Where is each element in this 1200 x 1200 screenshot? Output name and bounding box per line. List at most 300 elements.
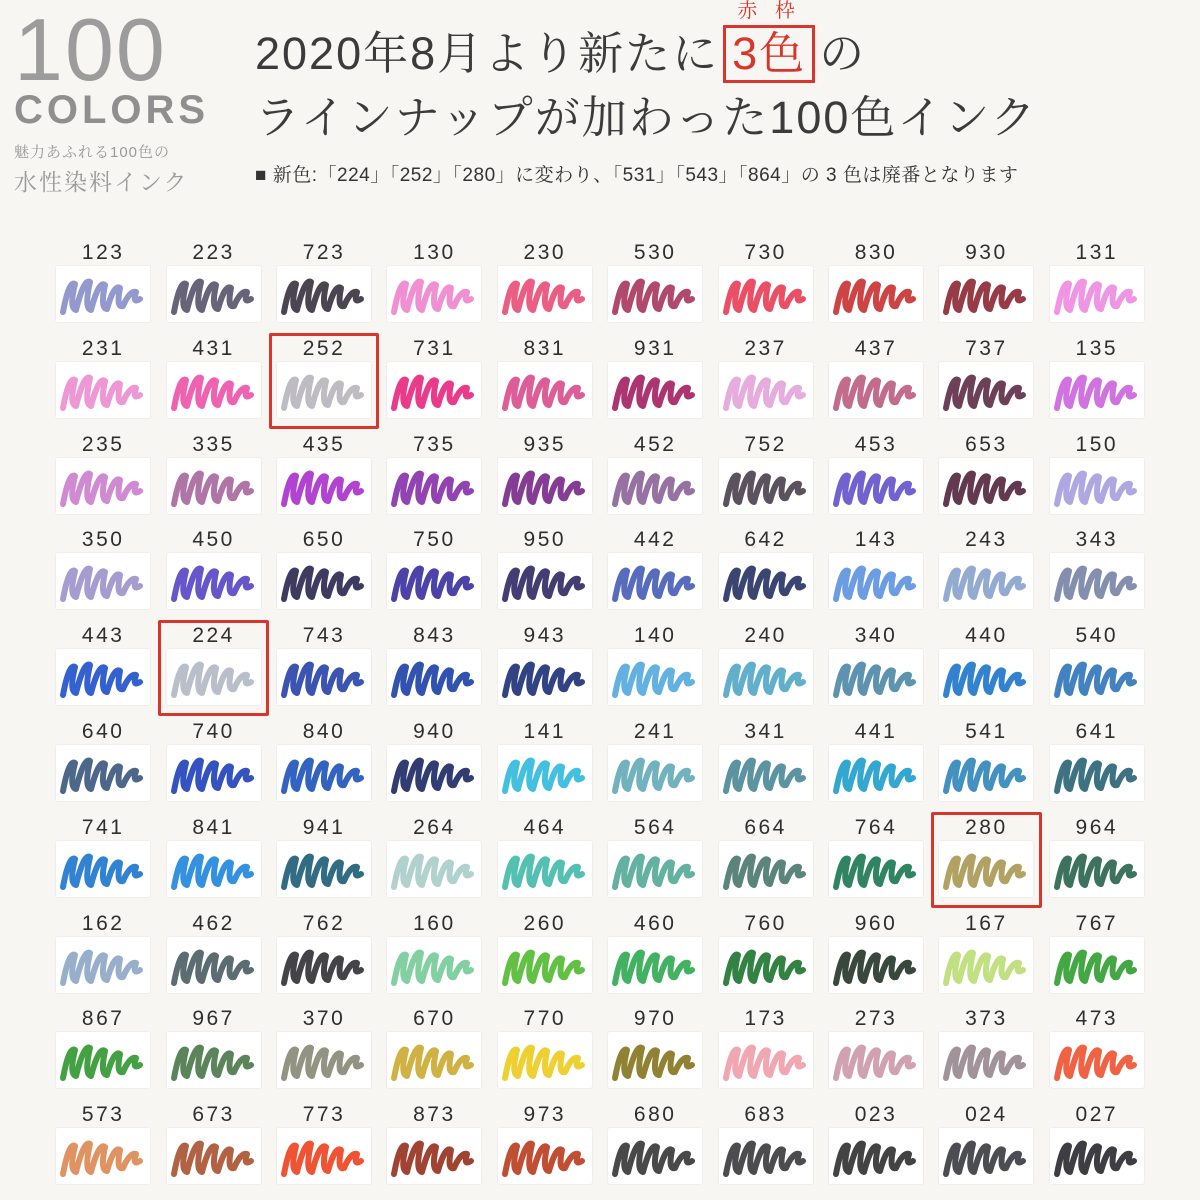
ink-swatch-437 xyxy=(829,362,923,418)
ink-number-723: 723 xyxy=(302,241,346,264)
ink-swatch-664 xyxy=(719,841,813,897)
ink-cell-024 xyxy=(931,1099,1041,1195)
ink-cell-150 xyxy=(1042,429,1152,525)
ink-scribble-icon xyxy=(1050,364,1144,416)
ink-swatch-173 xyxy=(719,1032,813,1088)
ink-cell-264 xyxy=(379,812,489,908)
ink-number-442: 442 xyxy=(633,528,677,552)
ink-scribble-icon xyxy=(1050,555,1144,607)
ink-swatch-260 xyxy=(498,937,592,993)
ink-scribble-icon xyxy=(56,364,150,416)
ink-number-967: 967 xyxy=(192,1007,235,1031)
ink-number-642: 642 xyxy=(744,528,787,552)
ink-cell-341 xyxy=(710,716,820,812)
ink-cell-673 xyxy=(158,1099,268,1195)
ink-number-873: 873 xyxy=(413,1103,456,1127)
ink-swatch-737 xyxy=(939,362,1033,418)
ink-cell-964 xyxy=(1042,812,1152,908)
ink-cell-460 xyxy=(600,908,710,1004)
ink-swatch-680 xyxy=(608,1128,702,1184)
ink-number-443: 443 xyxy=(81,624,125,648)
ink-number-831: 831 xyxy=(523,336,567,360)
ink-swatch-143 xyxy=(829,553,923,609)
ink-number-237: 237 xyxy=(744,336,787,360)
ink-number-960: 960 xyxy=(854,911,898,935)
ink-scribble-icon xyxy=(56,1034,150,1086)
ink-scribble-icon xyxy=(167,364,261,416)
ink-swatch-123 xyxy=(56,266,150,322)
ink-cell-680 xyxy=(600,1099,710,1195)
ink-scribble-icon xyxy=(608,843,702,895)
ink-scribble-icon xyxy=(167,651,261,703)
ink-cell-441 xyxy=(821,716,931,812)
ink-number-460: 460 xyxy=(633,911,677,935)
ink-swatch-024 xyxy=(939,1128,1033,1184)
ink-scribble-icon xyxy=(719,1130,813,1182)
ink-cell-130 xyxy=(379,237,489,333)
ink-scribble-icon xyxy=(277,651,371,703)
ink-cell-273 xyxy=(821,1003,931,1099)
ink-swatch-231 xyxy=(56,362,150,418)
ink-number-770: 770 xyxy=(523,1007,567,1031)
ink-cell-343 xyxy=(1042,524,1152,620)
ink-cell-642 xyxy=(710,524,820,620)
ink-scribble-icon xyxy=(498,939,592,991)
ink-swatch-964 xyxy=(1050,841,1144,897)
ink-swatch-273 xyxy=(829,1032,923,1088)
ink-scribble-icon xyxy=(56,651,150,703)
ink-scribble-icon xyxy=(719,747,813,799)
ink-number-730: 730 xyxy=(744,241,787,264)
ink-cell-843 xyxy=(379,620,489,716)
ink-scribble-icon xyxy=(167,843,261,895)
ink-cell-940 xyxy=(379,716,489,812)
ink-cell-141 xyxy=(490,716,600,812)
ink-swatch-650 xyxy=(277,553,371,609)
ink-number-162: 162 xyxy=(81,911,125,935)
ink-scribble-icon xyxy=(387,843,481,895)
ink-cell-841 xyxy=(158,812,268,908)
ink-cell-867 xyxy=(48,1003,158,1099)
ink-cell-735 xyxy=(379,429,489,525)
ink-number-252: 252 xyxy=(302,336,346,360)
ink-scribble-icon xyxy=(829,1130,923,1182)
ink-scribble-icon xyxy=(1050,268,1144,320)
ink-cell-773 xyxy=(269,1099,379,1195)
ink-scribble-icon xyxy=(608,268,702,320)
ink-number-664: 664 xyxy=(744,815,787,839)
ink-swatch-940 xyxy=(387,745,481,801)
ink-cell-750 xyxy=(379,524,489,620)
ink-scribble-icon xyxy=(608,460,702,512)
ink-swatch-973 xyxy=(498,1128,592,1184)
ink-number-741: 741 xyxy=(81,815,125,839)
ink-swatch-023 xyxy=(829,1128,923,1184)
ink-cell-143 xyxy=(821,524,931,620)
ink-number-964: 964 xyxy=(1075,815,1119,839)
ink-cell-762 xyxy=(269,908,379,1004)
ink-swatch-224 xyxy=(167,649,261,705)
ink-swatch-967 xyxy=(167,1032,261,1088)
logo-tagline-1: 魅力あふれる100色の xyxy=(14,143,171,161)
ink-number-027: 027 xyxy=(1075,1103,1119,1127)
ink-swatch-935 xyxy=(498,458,592,514)
ink-cell-540 xyxy=(1042,620,1152,716)
ink-scribble-icon xyxy=(387,747,481,799)
ink-number-350: 350 xyxy=(81,528,125,552)
ink-scribble-icon xyxy=(387,651,481,703)
ink-cell-450 xyxy=(158,524,268,620)
ink-scribble-icon xyxy=(167,747,261,799)
ink-cell-731 xyxy=(379,333,489,429)
ink-swatch-460 xyxy=(608,937,702,993)
ink-swatch-740 xyxy=(167,745,261,801)
ink-cell-123 xyxy=(48,237,158,333)
ink-number-343: 343 xyxy=(1075,528,1119,552)
ink-swatch-473 xyxy=(1050,1032,1144,1088)
ink-number-762: 762 xyxy=(302,911,346,935)
ink-swatch-237 xyxy=(719,362,813,418)
ink-cell-743 xyxy=(269,620,379,716)
ink-cell-335 xyxy=(158,429,268,525)
ink-scribble-icon xyxy=(167,460,261,512)
ink-swatch-760 xyxy=(719,937,813,993)
header xyxy=(0,0,1200,225)
ink-cell-241 xyxy=(600,716,710,812)
ink-number-223: 223 xyxy=(192,241,235,264)
ink-swatch-764 xyxy=(829,841,923,897)
ink-scribble-icon xyxy=(939,939,1033,991)
ink-scribble-icon xyxy=(608,364,702,416)
ink-cell-873 xyxy=(379,1099,489,1195)
ink-scribble-icon xyxy=(1050,843,1144,895)
ink-scribble-icon xyxy=(829,747,923,799)
ink-scribble-icon xyxy=(56,268,150,320)
ink-number-141: 141 xyxy=(523,720,567,743)
ink-swatch-027 xyxy=(1050,1128,1144,1184)
ink-cell-237 xyxy=(710,333,820,429)
ink-cell-760 xyxy=(710,908,820,1004)
ink-scribble-icon xyxy=(608,747,702,799)
ink-cell-435 xyxy=(269,429,379,525)
ink-cell-373 xyxy=(931,1003,1041,1099)
ink-swatch-941 xyxy=(277,841,371,897)
ink-swatch-440 xyxy=(939,649,1033,705)
ink-number-260: 260 xyxy=(523,911,567,935)
ink-number-680: 680 xyxy=(633,1103,677,1127)
ink-number-841: 841 xyxy=(192,815,235,839)
ink-swatch-235 xyxy=(56,458,150,514)
ink-cell-462 xyxy=(158,908,268,1004)
ink-swatch-431 xyxy=(167,362,261,418)
red-frame-annotation: 赤 枠 xyxy=(737,0,801,22)
ink-number-867: 867 xyxy=(81,1007,125,1031)
ink-cell-350 xyxy=(48,524,158,620)
ink-swatch-435 xyxy=(277,458,371,514)
ink-swatch-743 xyxy=(277,649,371,705)
ink-cell-162 xyxy=(48,908,158,1004)
ink-swatch-343 xyxy=(1050,553,1144,609)
ink-number-431: 431 xyxy=(192,336,235,360)
ink-cell-973 xyxy=(490,1099,600,1195)
ink-cell-664 xyxy=(710,812,820,908)
ink-swatch-841 xyxy=(167,841,261,897)
ink-swatch-640 xyxy=(56,745,150,801)
ink-number-335: 335 xyxy=(192,432,235,456)
ink-cell-260 xyxy=(490,908,600,1004)
ink-scribble-icon xyxy=(829,460,923,512)
ink-swatch-970 xyxy=(608,1032,702,1088)
ink-number-752: 752 xyxy=(744,432,787,456)
ink-number-931: 931 xyxy=(633,336,677,360)
ink-swatch-930 xyxy=(939,266,1033,322)
ink-number-830: 830 xyxy=(854,241,898,264)
ink-number-564: 564 xyxy=(633,815,677,839)
ink-number-650: 650 xyxy=(302,528,346,552)
ink-number-731: 731 xyxy=(413,336,456,360)
title-line-2: ラインナップが加わった100色インク xyxy=(255,91,1038,143)
ink-number-764: 764 xyxy=(854,815,898,839)
ink-scribble-icon xyxy=(277,1130,371,1182)
ink-swatch-441 xyxy=(829,745,923,801)
ink-number-760: 760 xyxy=(744,911,787,935)
ink-swatch-252 xyxy=(277,362,371,418)
ink-swatch-773 xyxy=(277,1128,371,1184)
ink-swatch-541 xyxy=(939,745,1033,801)
ink-number-135: 135 xyxy=(1075,336,1119,360)
ink-number-843: 843 xyxy=(413,624,456,648)
ink-cell-683 xyxy=(710,1099,820,1195)
ink-cell-160 xyxy=(379,908,489,1004)
ink-swatch-960 xyxy=(829,937,923,993)
ink-scribble-icon xyxy=(829,1034,923,1086)
ink-scribble-icon xyxy=(167,1130,261,1182)
ink-cell-930 xyxy=(931,237,1041,333)
ink-cell-452 xyxy=(600,429,710,525)
ink-cell-235 xyxy=(48,429,158,525)
ink-number-437: 437 xyxy=(854,336,898,360)
ink-cell-830 xyxy=(821,237,931,333)
ink-number-541: 541 xyxy=(965,720,1008,743)
ink-swatch-264 xyxy=(387,841,481,897)
ink-swatch-373 xyxy=(939,1032,1033,1088)
ink-swatch-131 xyxy=(1050,266,1144,322)
ink-number-464: 464 xyxy=(523,815,567,839)
ink-number-023: 023 xyxy=(854,1103,898,1127)
ink-swatch-752 xyxy=(719,458,813,514)
ink-swatch-443 xyxy=(56,649,150,705)
new-color-note: ■ 新色:「224」「252」「280」に変わり、「531」「543」「864」の 3 色は廃番となります xyxy=(255,164,1019,186)
ink-cell-440 xyxy=(931,620,1041,716)
ink-scribble-icon xyxy=(167,268,261,320)
ink-scribble-icon xyxy=(829,555,923,607)
ink-number-750: 750 xyxy=(413,528,456,552)
ink-cell-730 xyxy=(710,237,820,333)
ink-scribble-icon xyxy=(829,939,923,991)
ink-scribble-icon xyxy=(277,364,371,416)
ink-cell-741 xyxy=(48,812,158,908)
ink-cell-473 xyxy=(1042,1003,1152,1099)
ink-swatch-931 xyxy=(608,362,702,418)
ink-number-940: 940 xyxy=(413,720,456,743)
new-colors-count: 3色 xyxy=(732,28,807,79)
ink-scribble-icon xyxy=(498,460,592,512)
ink-swatch-140 xyxy=(608,649,702,705)
ink-number-573: 573 xyxy=(81,1103,125,1127)
ink-scribble-icon xyxy=(167,1034,261,1086)
ink-number-735: 735 xyxy=(413,432,456,456)
ink-swatch-150 xyxy=(1050,458,1144,514)
ink-number-130: 130 xyxy=(413,241,456,264)
ink-cell-943 xyxy=(490,620,600,716)
ink-swatch-241 xyxy=(608,745,702,801)
ink-scribble-icon xyxy=(277,939,371,991)
title-line-1-pre: 2020年8月より新たに xyxy=(255,28,720,79)
ink-number-530: 530 xyxy=(633,241,677,264)
title-block xyxy=(255,0,1185,187)
ink-number-440: 440 xyxy=(965,624,1008,648)
ink-cell-931 xyxy=(600,333,710,429)
ink-swatch-450 xyxy=(167,553,261,609)
ink-number-740: 740 xyxy=(192,720,235,743)
ink-swatch-943 xyxy=(498,649,592,705)
ink-number-235: 235 xyxy=(81,432,125,456)
ink-cell-641 xyxy=(1042,716,1152,812)
ink-number-273: 273 xyxy=(854,1007,898,1031)
ink-cell-840 xyxy=(269,716,379,812)
ink-scribble-icon xyxy=(1050,1130,1144,1182)
ink-scribble-icon xyxy=(939,364,1033,416)
ink-cell-167 xyxy=(931,908,1041,1004)
ink-cell-950 xyxy=(490,524,600,620)
ink-cell-541 xyxy=(931,716,1041,812)
ink-scribble-icon xyxy=(277,268,371,320)
ink-number-452: 452 xyxy=(633,432,677,456)
ink-number-024: 024 xyxy=(965,1103,1008,1127)
ink-scribble-icon xyxy=(608,939,702,991)
ink-swatch-462 xyxy=(167,937,261,993)
color-grid xyxy=(48,237,1152,1195)
ink-swatch-735 xyxy=(387,458,481,514)
ink-swatch-750 xyxy=(387,553,481,609)
ink-number-462: 462 xyxy=(192,911,235,935)
ink-number-240: 240 xyxy=(744,624,787,648)
ink-cell-243 xyxy=(931,524,1041,620)
ink-cell-767 xyxy=(1042,908,1152,1004)
ink-cell-764 xyxy=(821,812,931,908)
ink-cell-670 xyxy=(379,1003,489,1099)
ink-number-941: 941 xyxy=(302,815,346,839)
ink-swatch-530 xyxy=(608,266,702,322)
ink-swatch-141 xyxy=(498,745,592,801)
ink-number-143: 143 xyxy=(854,528,898,552)
ink-scribble-icon xyxy=(939,747,1033,799)
ink-scribble-icon xyxy=(498,1034,592,1086)
ink-swatch-683 xyxy=(719,1128,813,1184)
ink-number-167: 167 xyxy=(965,911,1008,935)
ink-swatch-223 xyxy=(167,266,261,322)
ink-number-950: 950 xyxy=(523,528,567,552)
ink-scribble-icon xyxy=(608,1034,702,1086)
ink-cell-464 xyxy=(490,812,600,908)
title-line-1 xyxy=(255,0,1185,86)
ink-number-441: 441 xyxy=(854,720,898,743)
ink-number-930: 930 xyxy=(965,241,1008,264)
ink-cell-224-new xyxy=(158,620,268,716)
ink-number-160: 160 xyxy=(413,911,456,935)
ink-scribble-icon xyxy=(56,747,150,799)
ink-number-123: 123 xyxy=(81,241,125,264)
ink-scribble-icon xyxy=(1050,747,1144,799)
ink-cell-723 xyxy=(269,237,379,333)
ink-swatch-770 xyxy=(498,1032,592,1088)
ink-scribble-icon xyxy=(277,1034,371,1086)
ink-number-641: 641 xyxy=(1075,720,1119,743)
ink-swatch-830 xyxy=(829,266,923,322)
ink-number-943: 943 xyxy=(523,624,567,648)
ink-number-435: 435 xyxy=(302,432,346,456)
ink-cell-770 xyxy=(490,1003,600,1099)
ink-scribble-icon xyxy=(719,460,813,512)
ink-scribble-icon xyxy=(277,460,371,512)
ink-scribble-icon xyxy=(277,843,371,895)
ink-scribble-icon xyxy=(498,364,592,416)
ink-swatch-867 xyxy=(56,1032,150,1088)
ink-scribble-icon xyxy=(1050,939,1144,991)
ink-cell-530 xyxy=(600,237,710,333)
ink-scribble-icon xyxy=(167,939,261,991)
ink-number-340: 340 xyxy=(854,624,898,648)
ink-scribble-icon xyxy=(387,939,481,991)
ink-scribble-icon xyxy=(829,364,923,416)
ink-number-840: 840 xyxy=(302,720,346,743)
ink-scribble-icon xyxy=(1050,460,1144,512)
ink-scribble-icon xyxy=(939,555,1033,607)
ink-cell-431 xyxy=(158,333,268,429)
ink-swatch-340 xyxy=(829,649,923,705)
ink-number-973: 973 xyxy=(523,1103,567,1127)
ink-number-640: 640 xyxy=(81,720,125,743)
ink-swatch-350 xyxy=(56,553,150,609)
ink-cell-173 xyxy=(710,1003,820,1099)
ink-number-935: 935 xyxy=(523,432,567,456)
ink-scribble-icon xyxy=(829,651,923,703)
ink-number-280: 280 xyxy=(965,815,1008,839)
ink-swatch-540 xyxy=(1050,649,1144,705)
ink-number-173: 173 xyxy=(744,1007,787,1031)
ink-number-683: 683 xyxy=(744,1103,787,1127)
ink-scribble-icon xyxy=(719,1034,813,1086)
ink-scribble-icon xyxy=(608,555,702,607)
ink-number-231: 231 xyxy=(81,336,125,360)
ink-scribble-icon xyxy=(608,1130,702,1182)
ink-swatch-230 xyxy=(498,266,592,322)
ink-scribble-icon xyxy=(1050,651,1144,703)
ink-scribble-icon xyxy=(498,843,592,895)
ink-swatch-840 xyxy=(277,745,371,801)
ink-number-743: 743 xyxy=(302,624,346,648)
ink-cell-650 xyxy=(269,524,379,620)
ink-cell-737 xyxy=(931,333,1041,429)
ink-scribble-icon xyxy=(608,651,702,703)
ink-swatch-135 xyxy=(1050,362,1144,418)
ink-number-341: 341 xyxy=(744,720,787,743)
ink-scribble-icon xyxy=(277,747,371,799)
ink-swatch-670 xyxy=(387,1032,481,1088)
ink-swatch-642 xyxy=(719,553,813,609)
ink-scribble-icon xyxy=(387,1034,481,1086)
ink-swatch-730 xyxy=(719,266,813,322)
